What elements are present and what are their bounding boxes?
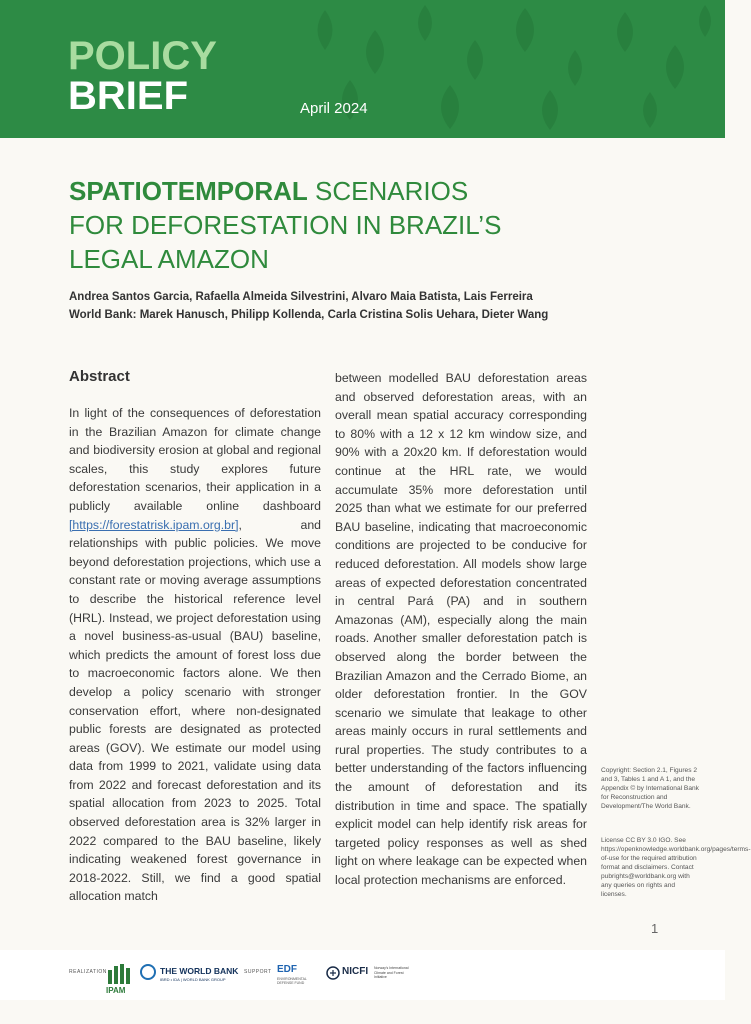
nicfi-subtext: Norway's International Climate and Forest Initiative	[374, 966, 409, 979]
page-number: 1	[651, 921, 659, 936]
leaf-pattern-icon	[305, 0, 725, 138]
nicfi-logo-text: NICFI	[342, 966, 369, 977]
abstract-text-1: In light of the consequences of deforestation in the Brazilian Amazon for climate change and biodiversity erosion at global and regional scales, this study explores future deforestation scenarios, their application in a publicly available online dashboard	[69, 406, 321, 513]
edf-logo-text: EDF	[277, 964, 297, 975]
dashboard-link[interactable]: [https://forestatrisk.ipam.org.br]	[69, 517, 239, 532]
title-line2: FOR DEFORESTATION IN BRAZIL’S	[69, 210, 502, 240]
abstract-text-2: , and relationships with public policies. We move beyond deforestation projections, which use a constant rate or moving average assumptions to describe the historical reference level (HRL). Instead, we project deforestation using a novel business-as-usual (BAU) baseline, which predicts the amount of forest loss due to macroeconomic factors alone. We then develop a policy scenario with stronger conservation effort, where non-designated public forests are designated as protected areas (GOV). We estimate our model using data from 1999 to 2021, validate using data from 2022 and forecast deforestation and its spatial allocation from 2023 to 2025. Total observed deforestation area is 32% larger in 2022 compared to the BAU baseline, likely indicating weakened forest governance in 2018-2022. Still, we find a good spatial allocation match	[69, 517, 321, 904]
abstract-column-2: between modelled BAU deforestation areas and observed deforestation areas, with an overall mean spatial accuracy corresponding to 80% with a 12 x 12 km window size, and 90% with a 20x20 km. If deforestation would continue at the HRL rate, we would accumulate 35% more deforestation until 2025 than what we estimate for our preferred BAU baseline, indicating that macroeconomic conditions are projected to be conducive for reduced deforestation. All models show large areas of expected deforestation concentrated in central Pará (PA) and in southern Amazonas (AM), especially along the main roads. Another smaller deforestation patch is observed along the border between the Brazilian Amazon and the Cerrado Biome, an older deforestation frontier. In the GOV scenario we simulate that leakage to other areas mainly occurs in rural settlements and rural properties. The study contributes to a better understanding of the factors influencing the amount of deforestation and its distribution in time and space. The spatially explicit model can help identify risk areas for targeted policy responses as well as shed light on where leakage can be expected when local protection mechanisms are enforced.	[335, 371, 587, 888]
nicfi-mark-icon	[326, 966, 340, 980]
world-bank-logo-text: THE WORLD BANK	[160, 966, 239, 976]
brief-word: BRIEF	[68, 74, 188, 118]
title-rest: SCENARIOS	[307, 176, 469, 206]
license-note: License CC BY 3.0 IGO. See https://openknowledge.worldbank.org/pages/terms-of-use for the required attribution format and disclaimers. Contact pubrights@worldbank.org with any queries on rights and licenses.	[601, 837, 751, 898]
publication-date: April 2024	[300, 100, 368, 117]
title-line3: LEGAL AMAZON	[69, 244, 269, 274]
authors-world-bank: World Bank: Marek Hanusch, Philipp Kollenda, Carla Cristina Solis Uehara, Dieter Wang	[69, 309, 549, 321]
abstract-column-1	[69, 404, 321, 906]
edf-subtext: ENVIRONMENTAL DEFENSE FUND	[277, 977, 307, 985]
realization-label: REALIZATION	[69, 969, 107, 975]
world-bank-subtext: IBRD • IDA | WORLD BANK GROUP	[160, 977, 226, 982]
authors-ipam: Andrea Santos Garcia, Rafaella Almeida Silvestrini, Alvaro Maia Batista, Lais Ferreira	[69, 291, 533, 303]
copyright-note: Copyright: Section 2.1, Figures 2 and 3, Tables 1 and A 1, and the Appendix © by International Bank for Reconstruction and Development/The World Bank.	[601, 767, 699, 810]
authors	[69, 288, 669, 324]
support-label: SUPPORT	[244, 969, 272, 975]
header-banner	[0, 0, 725, 138]
abstract-heading: Abstract	[69, 368, 130, 385]
world-bank-globe-icon	[140, 964, 156, 980]
title-bold: SPATIOTEMPORAL	[69, 176, 308, 206]
ipam-logo-text: IPAM	[106, 986, 126, 995]
ipam-logo-icon	[106, 962, 134, 988]
policy-word: POLICY	[68, 34, 217, 78]
document-title	[69, 174, 589, 276]
